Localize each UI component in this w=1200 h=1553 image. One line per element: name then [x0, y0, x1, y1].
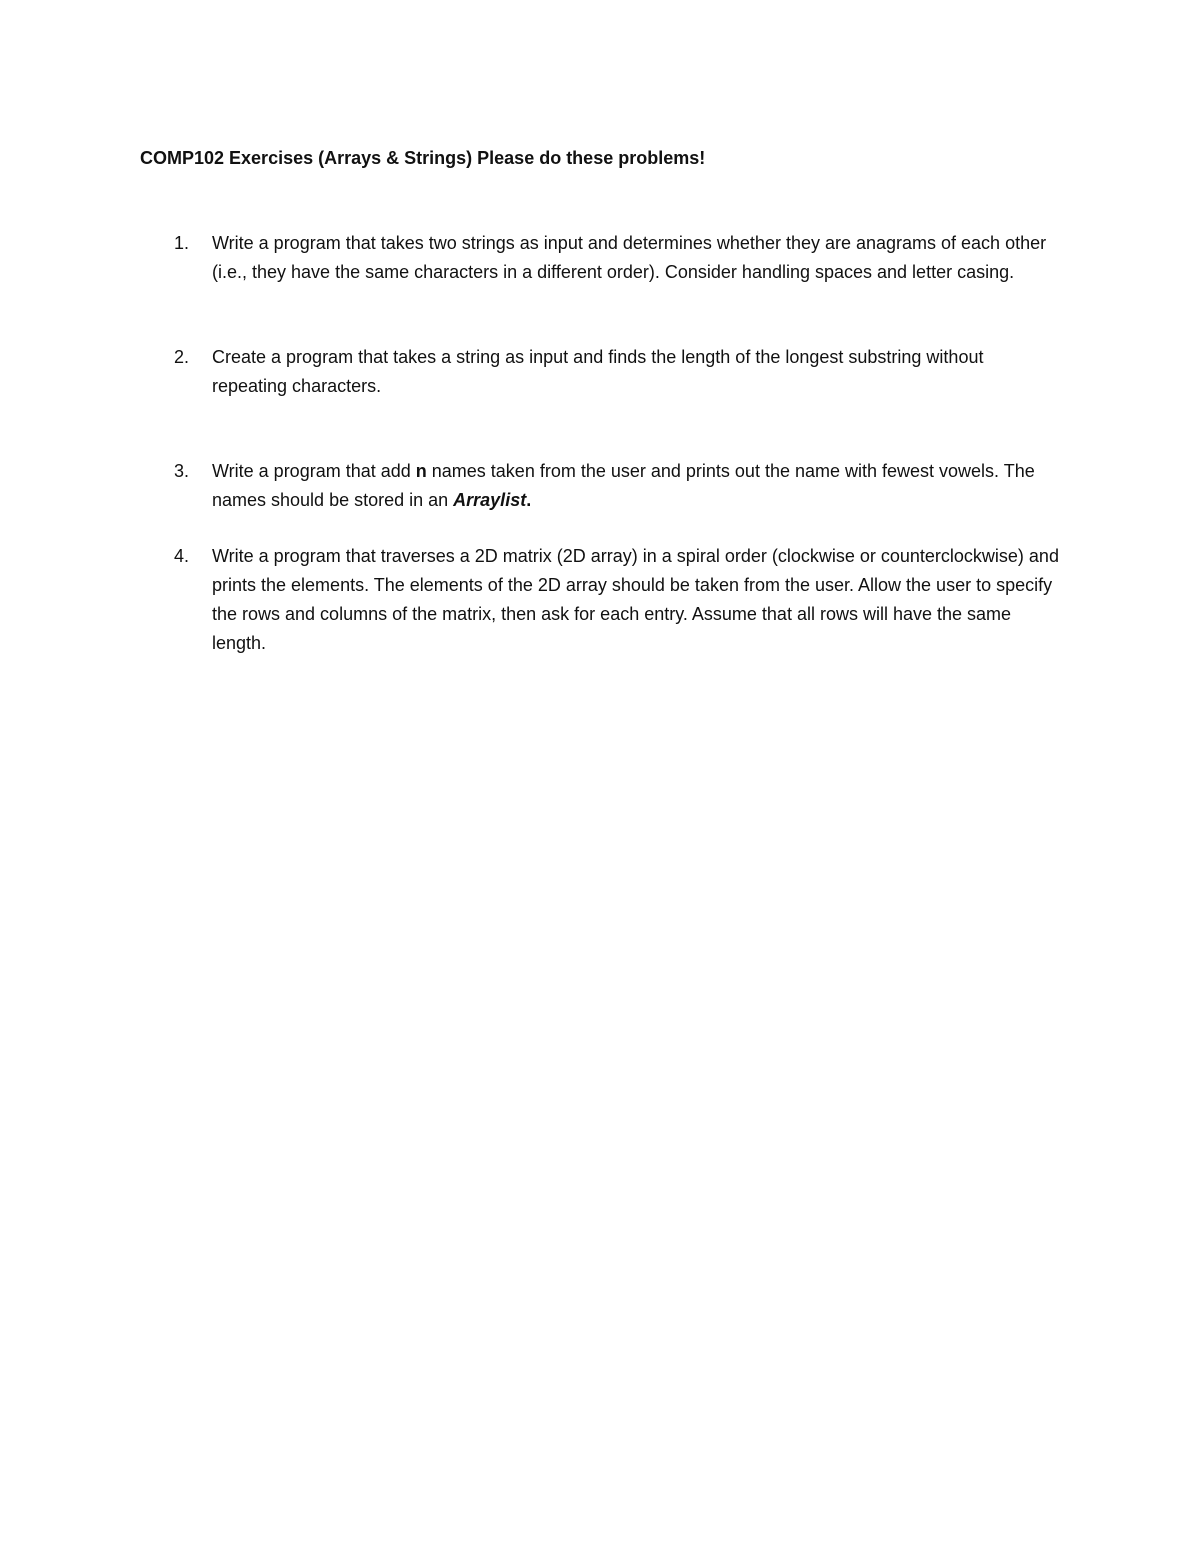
- problem-text-part: names taken from the user and prints out the name with fewest vowels. The names should be stored in an: [212, 461, 1035, 510]
- document-title: COMP102 Exercises (Arrays & Strings) Please do these problems!: [140, 148, 706, 168]
- problem-text-part: .: [526, 490, 532, 510]
- problem-text: Write a program that traverses a 2D matrix (2D array) in a spiral order (clockwise or counterclockwise) and prints the elements. The elements of the 2D array should be taken from the user. Allow the user to specify the rows and columns of the matrix, then ask for each entry. Assume that all rows will have the same length.: [212, 546, 1059, 653]
- problem-number: 3.: [174, 461, 190, 481]
- problem-text: [212, 457, 1062, 515]
- variable-n: n: [415, 461, 427, 481]
- problem-text: Write a program that takes two strings as input and determines whether they are anagrams of each other (i.e., they have the same characters in a different order). Consider handling spaces and letter casing.: [212, 233, 1047, 282]
- problem-text-part: Write a program that add: [212, 461, 416, 481]
- problem-number: 2.: [174, 347, 190, 367]
- problem-text: Create a program that takes a string as input and finds the length of the longest substring without repeating characters.: [212, 347, 984, 396]
- problem-number: 1.: [174, 233, 190, 253]
- arraylist-emphasis: Arraylist: [453, 490, 527, 510]
- problem-number: 4.: [174, 546, 190, 566]
